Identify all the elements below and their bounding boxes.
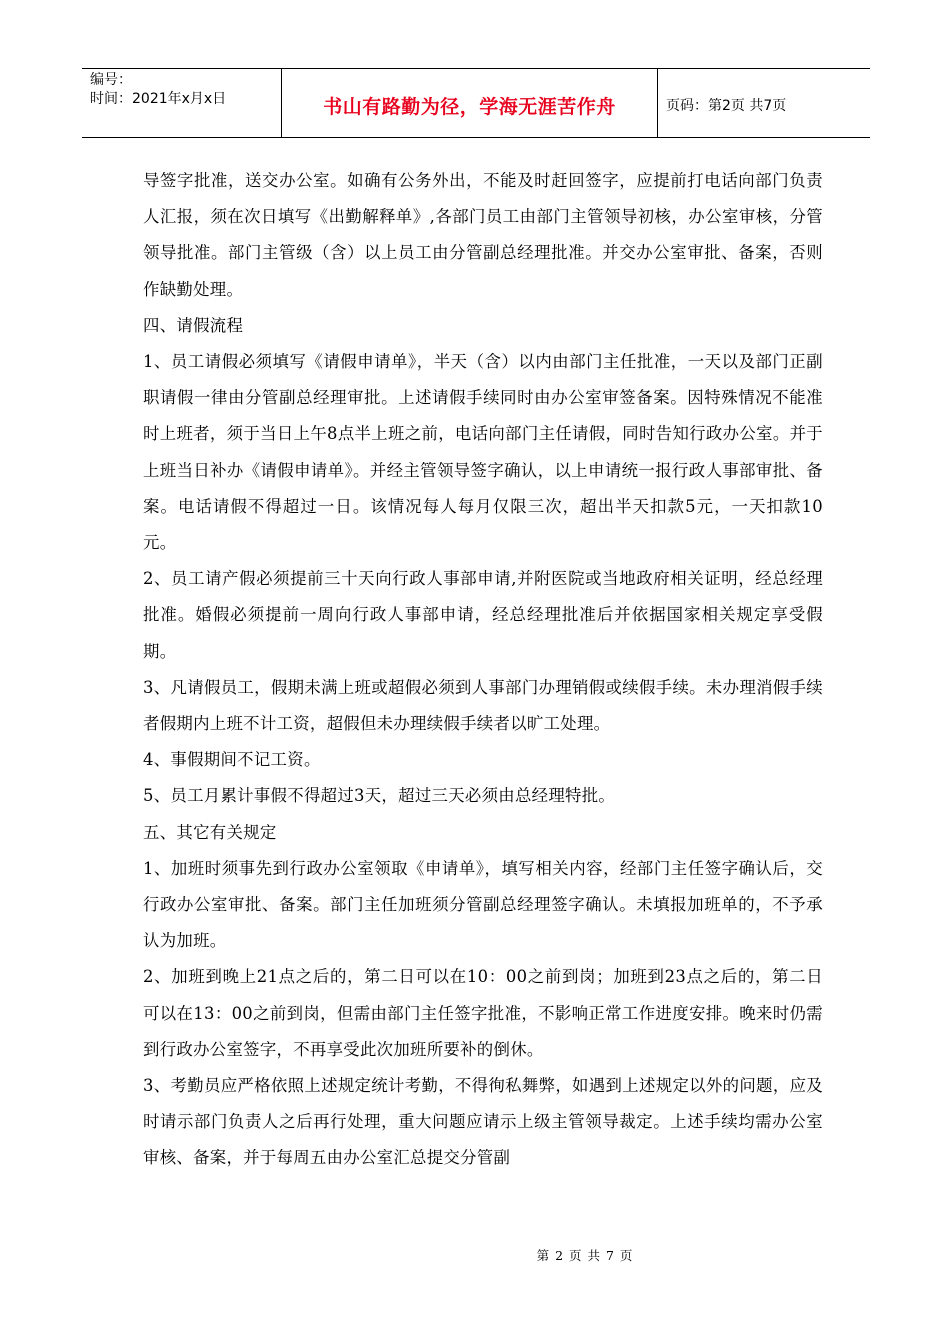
paragraph: 5、员工月累计事假不得超过3天，超过三天必须由总经理特批。 bbox=[143, 786, 616, 806]
paragraph: 2、加班到晚上21点之后的，第二日可以在10：00之前到岗；加班到23点之后的，第二日可以在13：00之前到岗，但需由部门主任签字批准，不影响正常工作进度安排。晚来时仍需到行政办公室签字，不再享受此次加班所要补的倒休。 bbox=[143, 967, 823, 1059]
document-date-label: 时间：2021年x月x日 bbox=[90, 91, 227, 107]
header-page-label: 页码：第2页 共7页 bbox=[666, 98, 787, 114]
section-heading: 五、其它有关规定 bbox=[143, 822, 277, 842]
document-body bbox=[143, 163, 823, 1177]
paragraph: 2、员工请产假必须提前三十天向行政人事部申请,并附医院或当地政府相关证明，经总经理批准。婚假必须提前一周向行政人事部申请，经总经理批准后并依据国家相关规定享受假期。 bbox=[143, 569, 823, 661]
paragraph: 1、加班时须事先到行政办公室领取《申请单》，填写相关内容，经部门主任签字确认后，交行政办公室审批、备案。部门主任加班须分管副总经理签字确认。未填报加班单的，不予承认为加班。 bbox=[143, 858, 823, 951]
page-footer bbox=[0, 1246, 950, 1264]
paragraph: 导签字批准，送交办公室。如确有公务外出，不能及时赶回签字，应提前打电话向部门负责人汇报，须在次日填写《出勤解释单》,各部门员工由部门主管领导初核，办公室审核，分管领导批准。部门主管级（含）以上员工由分管副总经理批准。并交办公室审批、备案，否则作缺勤处理。 bbox=[143, 171, 823, 299]
paragraph: 3、凡请假员工，假期未满上班或超假必须到人事部门办理销假或续假手续。未办理消假手续者假期内上班不计工资，超假但未办理续假手续者以旷工处理。 bbox=[143, 677, 823, 734]
paragraph: 4、事假期间不记工资。 bbox=[143, 750, 321, 770]
document-number-label: 编号： bbox=[90, 72, 132, 88]
header-page-cell bbox=[658, 69, 870, 137]
paragraph: 1、员工请假必须填写《请假申请单》，半天（含）以内由部门主任批准，一天以及部门正副职请假一律由分管副总经理审批。上述请假手续同时由办公室审签备案。因特殊情况不能准时上班者，须于当日上午8点半上班之前，电话向部门主任请假，同时告知行政办公室。并于上班当日补办《请假申请单》。并经主管领导签字确认，以上申请统一报行政人事部审批、备案。电话请假不得超过一日。该情况每人每月仅限三次，超出半天扣款5元，一天扣款10元。 bbox=[143, 352, 823, 553]
footer-page-number: 第 2 页 共 7 页 bbox=[536, 1248, 634, 1263]
section-heading: 四、请假流程 bbox=[143, 315, 244, 335]
header-motto: 书山有路勤为径，学海无涯苦作舟 bbox=[323, 95, 616, 118]
paragraph: 3、考勤员应严格依照上述规定统计考勤，不得徇私舞弊，如遇到上述规定以外的问题，应及时请示部门负责人之后再行处理，重大问题应请示上级主管领导裁定。上述手续均需办公室审核、备案，并于每周五由办公室汇总提交分管副 bbox=[143, 1076, 823, 1168]
header-motto-cell bbox=[282, 69, 658, 137]
header-meta-cell bbox=[82, 69, 282, 137]
document-header bbox=[82, 68, 870, 138]
